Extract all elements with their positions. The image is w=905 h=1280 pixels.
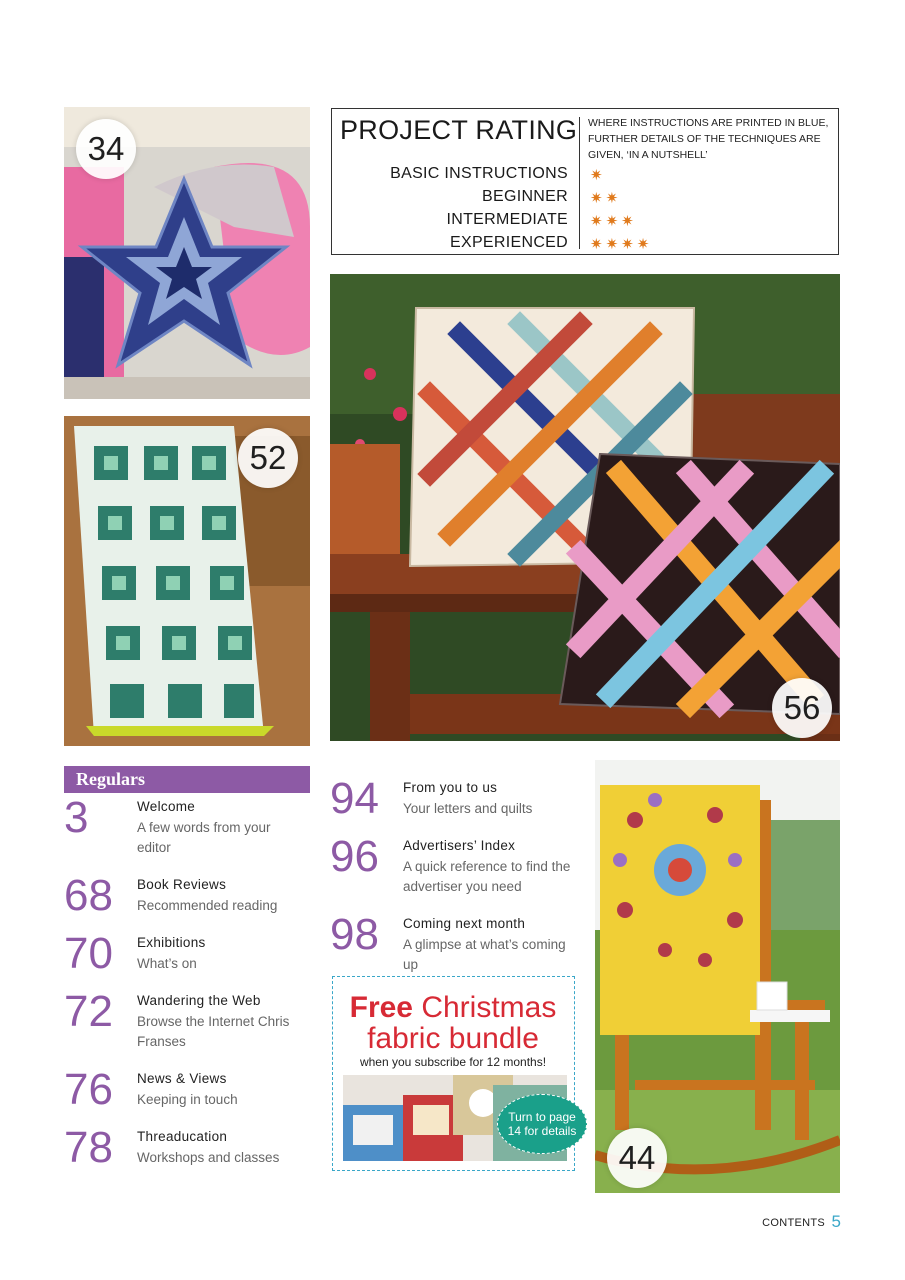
subscription-promo[interactable] — [332, 976, 575, 1171]
promo-free: Free — [349, 991, 413, 1024]
project-rating-box — [331, 108, 839, 255]
entry-description: Workshops and classes — [137, 1150, 280, 1165]
entry-description: A few words from your editor — [137, 820, 271, 855]
entry-page-number: 68 — [64, 871, 113, 920]
page-badge: 52 — [238, 428, 298, 488]
entry-page-number: 96 — [330, 832, 379, 881]
rating-level-stars: ✷✷✷✷ — [590, 236, 653, 253]
rating-divider — [579, 117, 580, 249]
promo-christmas: Christmas — [413, 991, 557, 1024]
entry-page-number: 72 — [64, 987, 113, 1036]
rating-level-label: BEGINNER — [482, 188, 568, 205]
entry-title: News & Views — [137, 1071, 227, 1086]
footer-page-number: 5 — [831, 1212, 841, 1231]
rating-level-label: BASIC INSTRUCTIONS — [390, 165, 568, 182]
entry-title: Welcome — [137, 799, 196, 814]
rating-title: PROJECT RATING — [340, 115, 578, 145]
entry-title: Coming next month — [403, 916, 526, 931]
entry-title: Wandering the Web — [137, 993, 261, 1008]
rating-note: WHERE INSTRUCTIONS ARE PRINTED IN BLUE, FURTHER DETAILS OF THE TECHNIQUES ARE GIVEN, ‘IN A NUTSHELL’ — [588, 117, 829, 161]
entry-page-number: 98 — [330, 910, 379, 959]
entry-page-number: 3 — [64, 793, 89, 842]
entry-page-number: 94 — [330, 774, 379, 823]
regulars-heading: Regulars — [64, 766, 310, 793]
entry-description: Your letters and quilts — [403, 801, 533, 816]
footer-section-label: CONTENTS — [762, 1217, 825, 1229]
promo-subtext: when you subscribe for 12 months! — [359, 1055, 547, 1069]
entry-page-number: 70 — [64, 929, 113, 978]
entry-title: Threaducation — [137, 1129, 228, 1144]
entry-description: What’s on — [137, 956, 197, 971]
entry-description: Recommended reading — [137, 898, 278, 913]
entry-title: Book Reviews — [137, 877, 227, 892]
photo-cushions-bench[interactable] — [330, 274, 840, 741]
entry-description: Keeping in touch — [137, 1092, 238, 1107]
page-badge: 56 — [772, 678, 832, 738]
page-badge: 44 — [607, 1128, 667, 1188]
promo-turn-to-bubble[interactable]: Turn to page 14 for details — [497, 1094, 587, 1154]
rating-level-stars: ✷ — [590, 167, 606, 184]
promo-headline-line2: fabric bundle — [367, 1022, 539, 1055]
entry-title: Advertisers’ Index — [403, 838, 516, 853]
entry-description: A quick reference to find the advertiser you need — [403, 859, 571, 894]
photo-rocking-chair[interactable] — [595, 760, 840, 1193]
photo-star-cushion[interactable] — [64, 107, 310, 399]
cushions-bench-illustration — [330, 274, 840, 741]
entry-page-number: 76 — [64, 1065, 113, 1114]
entry-title: Exhibitions — [137, 935, 206, 950]
rating-level-label: INTERMEDIATE — [446, 211, 568, 228]
rating-level-label: EXPERIENCED — [450, 234, 568, 251]
page-badge: 34 — [76, 119, 136, 179]
entry-page-number: 78 — [64, 1123, 113, 1172]
rating-level-stars: ✷✷✷ — [590, 213, 637, 230]
photo-green-quilt[interactable] — [64, 416, 310, 746]
entry-description: A glimpse at what’s coming up — [403, 937, 566, 972]
entry-title: From you to us — [403, 780, 498, 795]
rating-level-stars: ✷✷ — [590, 190, 622, 207]
promo-headline — [333, 991, 573, 1025]
entry-description: Browse the Internet Chris Franses — [137, 1014, 290, 1049]
